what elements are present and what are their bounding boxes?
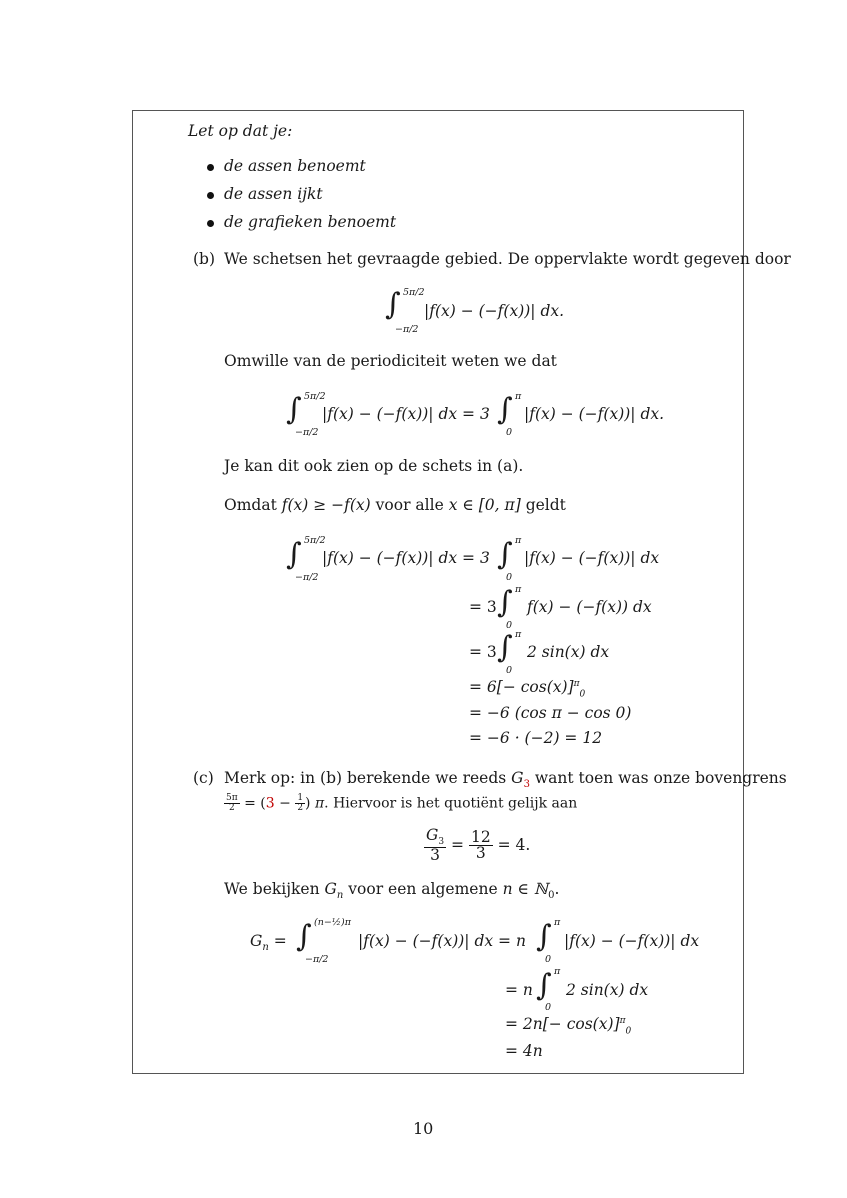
part-b-label: (b) <box>193 250 216 268</box>
deriv-line6: = −6 · (−2) = 12 <box>469 729 603 747</box>
upper-limit: π <box>515 584 522 595</box>
upper-limit: 5π/2 <box>304 391 326 402</box>
part-b-text1: We schetsen het gevraagde gebied. De oppervlakte wordt gegeven door <box>224 250 791 268</box>
upper-limit: π <box>515 535 522 546</box>
quotient-eq: $\frac{G_3}{3}$ = $\frac{12}{3}$ = 4. <box>426 826 531 865</box>
deriv-line3-body: 2 sin(x) dx <box>527 643 610 661</box>
note-item-3: de grafieken benoemt <box>224 213 397 231</box>
page-number: 10 <box>413 1119 434 1138</box>
integral-sign: ∫ <box>497 537 513 572</box>
eq2-right: |f(x) − (−f(x))| dx. <box>524 405 665 423</box>
lower-limit: 0 <box>506 427 513 438</box>
part-c-text2: $\frac{5\pi}{2}$ = (3 − $\frac{1}{2}$ ) π. Hiervoor is het quotiënt gelijk aan <box>226 793 578 813</box>
note-item-2: de assen ijkt <box>224 185 323 203</box>
gn-line1-right: |f(x) − (−f(x))| dx <box>564 932 700 950</box>
upper-limit: π <box>554 917 561 928</box>
eq1-body: |f(x) − (−f(x))| dx. <box>424 302 565 320</box>
note-intro: Let op dat je: <box>188 122 293 140</box>
bullet-2 <box>207 192 214 199</box>
integral-sign: ∫ <box>497 630 513 665</box>
lower-limit: −π/2 <box>295 572 319 583</box>
upper-limit: (n−½)π <box>314 917 351 928</box>
lower-limit: 0 <box>506 665 513 676</box>
integral-sign: ∫ <box>286 392 302 427</box>
gn-line2-eq: = n <box>505 981 533 999</box>
deriv-line1-right: |f(x) − (−f(x))| dx <box>524 549 660 567</box>
gn-line4: = 4n <box>505 1042 543 1060</box>
gn-line2-body: 2 sin(x) dx <box>566 981 649 999</box>
lower-limit: −π/2 <box>295 427 319 438</box>
integral-sign: ∫ <box>536 968 552 1003</box>
part-b-text2: Omwille van de periodiciteit weten we dat <box>224 352 557 370</box>
deriv-line5: = −6 (cos π − cos 0) <box>469 704 632 722</box>
part-c-label: (c) <box>193 769 214 787</box>
deriv-line4: = $6[- \cos(x)]^\pi_0$ <box>469 678 586 700</box>
integral-sign: ∫ <box>536 919 552 954</box>
integral-sign: ∫ <box>497 585 513 620</box>
deriv-line2-eq: = 3 <box>469 598 497 616</box>
upper-limit: 5π/2 <box>304 535 326 546</box>
lower-limit: −π/2 <box>395 324 419 335</box>
upper-limit: π <box>515 391 522 402</box>
gn-line3: = $2n[- \cos(x)]^\pi_0$ <box>505 1015 632 1037</box>
integral-sign: ∫ <box>296 919 312 954</box>
lower-limit: 0 <box>545 954 552 965</box>
upper-limit: 5π/2 <box>403 287 425 298</box>
integral-sign: ∫ <box>497 392 513 427</box>
bullet-1 <box>207 164 214 171</box>
lower-limit: −π/2 <box>305 954 329 965</box>
deriv-line3-eq: = 3 <box>469 643 497 661</box>
note-item-1: de assen benoemt <box>224 157 366 175</box>
eq2-left: |f(x) − (−f(x))| dx = 3 <box>322 405 490 423</box>
deriv-line1-left: |f(x) − (−f(x))| dx = 3 <box>322 549 490 567</box>
lower-limit: 0 <box>506 620 513 631</box>
part-c-text3: We bekijken $G_n$ voor een algemene n ∈ ℕ$_0$. <box>224 880 560 902</box>
integral-sign: ∫ <box>286 537 302 572</box>
gn-line1-left: |f(x) − (−f(x))| dx = n <box>358 932 526 950</box>
part-b-text4: Omdat f(x) ≥ −f(x) voor alle x ∈ [0, π] geldt <box>224 496 566 514</box>
upper-limit: π <box>554 966 561 977</box>
upper-limit: π <box>515 629 522 640</box>
part-c-text1: Merk op: in (b) berekende we reeds $G_3$ want toen was onze bovengrens <box>224 769 787 791</box>
gn-label: $G_n$ = <box>250 932 287 954</box>
lower-limit: 0 <box>545 1002 552 1013</box>
lower-limit: 0 <box>506 572 513 583</box>
deriv-line2-body: f(x) − (−f(x)) dx <box>527 598 652 616</box>
part-b-text3: Je kan dit ook zien op de schets in (a). <box>224 457 524 475</box>
integral-sign: ∫ <box>385 287 401 322</box>
bullet-3 <box>207 220 214 227</box>
